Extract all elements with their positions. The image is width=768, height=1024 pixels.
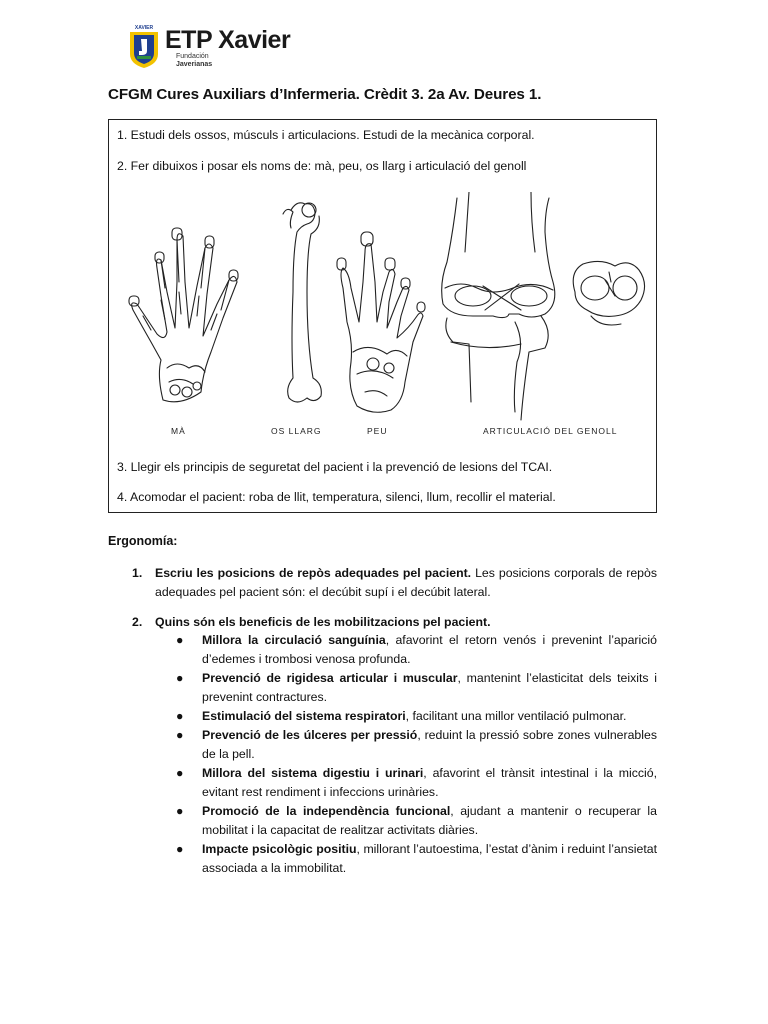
page-title: CFGM Cures Auxiliars d’Infermeria. Crèdit 3. 2a Av. Deures 1. (108, 86, 542, 103)
benefit-text: , afavorint el trànsit intestinal i la micció, evitant rest rendiment i infeccions urinàries. (202, 766, 657, 799)
logo-name: ETP Xavier (165, 26, 291, 54)
list-item (174, 631, 657, 669)
benefit-title: Estimulació del sistema respiratori (202, 709, 406, 723)
bullet-icon: ● (176, 804, 184, 818)
list-item (174, 707, 657, 726)
benefit-text: , mantenint l’elasticitat dels teixits i prevenint contractures. (202, 671, 658, 704)
assignment-item-2: 2. Fer dibuixos i posar els noms de: mà, peu, os llarg i articulació del genoll (117, 159, 527, 173)
knee-drawing (442, 192, 645, 420)
question-2-body (155, 613, 657, 632)
list-item (174, 726, 657, 764)
benefit-text: , facilitant una millor ventilació pulmonar. (405, 709, 627, 723)
question-1-number: 1. (132, 566, 143, 580)
assignment-item-4: 4. Acomodar el pacient: roba de llit, temperatura, silenci, llum, recollir el material. (117, 490, 556, 504)
foot-label: PEU (367, 426, 388, 436)
bullet-icon: ● (176, 671, 184, 685)
long-bone-label: OS LLARG (271, 426, 322, 436)
hand-drawing (129, 228, 238, 402)
benefit-title: Millora del sistema digestiu i urinari (202, 766, 424, 780)
benefit-text: , reduint la pressió sobre zones vulnerables de la pell. (202, 728, 657, 761)
benefit-text: , ajudant a mantenir o recuperar la mobilitat i la capacitat de realitzar activitats diàries. (202, 804, 657, 837)
question-1-title: Escriu les posicions de repòs adequades pel pacient. (155, 566, 472, 580)
logo-sub-line1: Fundación (176, 53, 209, 60)
bullet-icon: ● (176, 728, 184, 742)
knee-label: ARTICULACIÓ DEL GENOLL (483, 426, 618, 436)
list-item (174, 802, 657, 840)
benefit-title: Promoció de la independència funcional (202, 804, 451, 818)
hand-label: MÀ (171, 426, 186, 436)
benefits-list (174, 631, 657, 878)
benefit-text: , afavorint el retorn venós i prevenint l’aparició d’edemes i trombosi venosa profunda. (202, 633, 657, 666)
assignment-item-1: 1. Estudi dels ossos, músculs i articulacions. Estudi de la mecànica corporal. (117, 128, 535, 142)
assignment-box (108, 119, 657, 513)
foot-drawing (337, 232, 425, 412)
logo-badge-text: XAVIER (134, 25, 154, 31)
bullet-icon: ● (176, 709, 184, 723)
shield-icon (126, 22, 166, 70)
assignment-item-3: 3. Llegir els principis de seguretat del pacient i la prevenció de lesions del TCAI. (117, 460, 553, 474)
bullet-icon: ● (176, 842, 184, 856)
logo-subtitle (176, 53, 212, 69)
anatomy-drawings (121, 192, 646, 442)
benefit-title: Prevenció de rigidesa articular i muscular (202, 671, 458, 685)
bullet-icon: ● (176, 633, 184, 647)
list-item (174, 669, 657, 707)
logo-sub-line2: Javerianas (176, 61, 213, 68)
benefit-title: Millora la circulació sanguínia (202, 633, 386, 647)
question-2-number: 2. (132, 615, 143, 629)
long-bone-drawing (283, 203, 321, 402)
question-2-title: Quins són els beneficis de les mobilitzacions pel pacient. (155, 615, 491, 629)
benefit-title: Prevenció de les úlceres per pressió (202, 728, 418, 742)
bullet-icon: ● (176, 766, 184, 780)
list-item (174, 764, 657, 802)
section-heading-ergonomia: Ergonomía: (108, 534, 178, 548)
benefit-title: Impacte psicològic positiu (202, 842, 357, 856)
question-1-body (155, 564, 657, 602)
benefit-text: , millorant l’autoestima, l’estat d’ànim i reduint l’ansietat associada a la immobilitat. (202, 842, 658, 875)
question-1-answer: Les posicions corporals de repòs adequades pel pacient són: el decúbit supí i el decúbit lateral. (155, 566, 658, 599)
list-item (174, 840, 657, 878)
